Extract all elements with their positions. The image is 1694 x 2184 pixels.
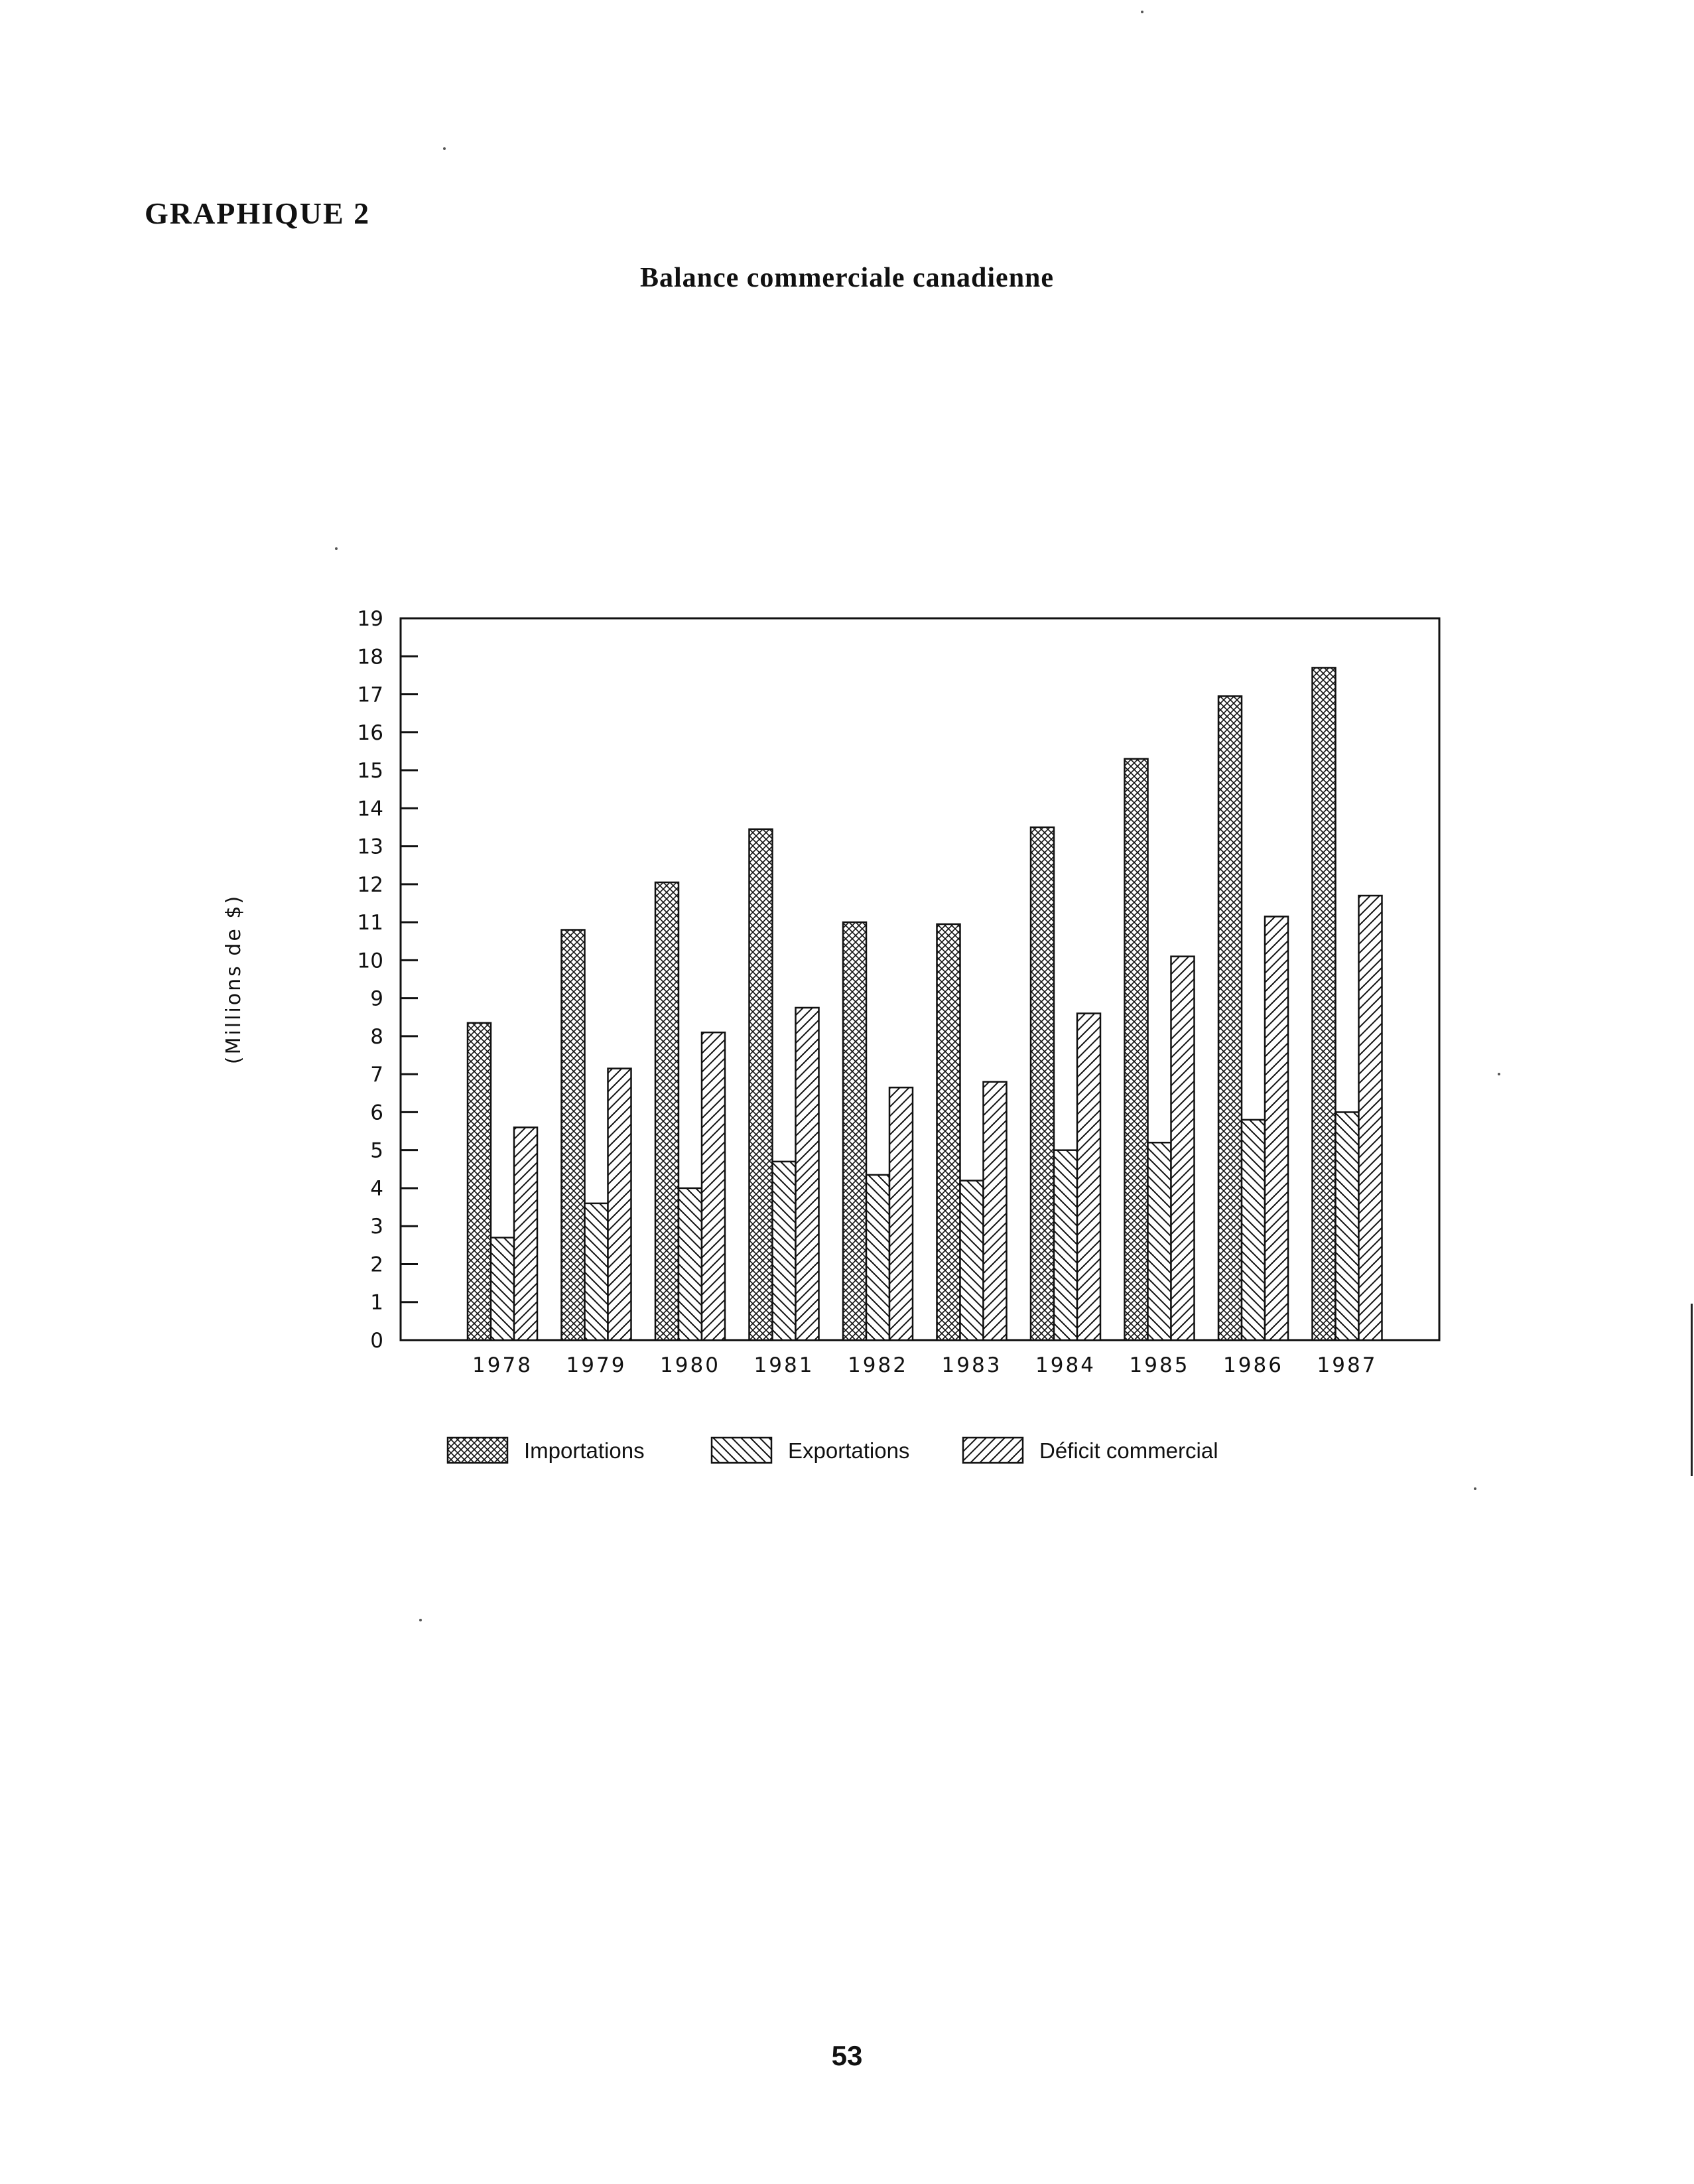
bar-forward-diagonal xyxy=(796,1008,819,1340)
scan-speck xyxy=(419,1619,422,1621)
y-tick-label: 1 xyxy=(370,1290,383,1315)
y-tick-label: 19 xyxy=(357,607,383,631)
y-tick-label: 4 xyxy=(370,1176,383,1201)
scan-speck xyxy=(1474,1487,1476,1490)
y-tick-label: 2 xyxy=(370,1253,383,1277)
bar-forward-diagonal xyxy=(1077,1014,1100,1340)
scan-speck xyxy=(443,147,446,150)
y-tick-label: 0 xyxy=(370,1329,383,1353)
y-tick-label: 9 xyxy=(370,987,383,1011)
y-tick-label: 18 xyxy=(357,645,383,669)
y-tick-label: 17 xyxy=(357,683,383,707)
x-tick-label: 1987 xyxy=(1317,1353,1378,1377)
bar-crosshatch xyxy=(937,924,960,1340)
x-tick-label: 1985 xyxy=(1129,1353,1190,1377)
scan-speck xyxy=(335,547,338,550)
bar-forward-diagonal xyxy=(1171,957,1195,1340)
bar-crosshatch xyxy=(562,930,585,1340)
legend-swatch xyxy=(712,1438,771,1463)
y-tick-label: 10 xyxy=(357,949,383,973)
legend-label: Importations xyxy=(524,1438,645,1463)
legend-swatch xyxy=(963,1438,1023,1463)
bar-forward-diagonal xyxy=(1359,896,1382,1340)
scan-speck xyxy=(1498,1073,1500,1075)
x-tick-label: 1982 xyxy=(848,1353,908,1377)
bar-back-diagonal xyxy=(1054,1150,1077,1340)
bar-back-diagonal xyxy=(960,1180,984,1340)
bar-crosshatch xyxy=(1031,827,1054,1340)
bar-back-diagonal xyxy=(866,1175,889,1340)
x-tick-label: 1983 xyxy=(941,1353,1002,1377)
bar-back-diagonal xyxy=(1242,1120,1265,1340)
bar-forward-diagonal xyxy=(984,1082,1007,1340)
bar-crosshatch xyxy=(749,829,773,1340)
y-tick-label: 15 xyxy=(357,759,383,784)
bar-crosshatch xyxy=(1125,759,1148,1340)
bar-back-diagonal xyxy=(679,1188,702,1340)
x-tick-label: 1979 xyxy=(566,1353,627,1377)
legend-label: Déficit commercial xyxy=(1039,1438,1218,1463)
y-tick-label: 14 xyxy=(357,797,383,821)
y-tick-label: 3 xyxy=(370,1215,383,1239)
y-tick-label: 8 xyxy=(370,1024,383,1049)
y-axis-ticks xyxy=(358,607,418,1353)
bar-back-diagonal xyxy=(1148,1142,1171,1340)
y-tick-label: 12 xyxy=(357,872,383,897)
y-axis-label: (Millions de $) xyxy=(222,894,245,1065)
x-tick-label: 1984 xyxy=(1035,1353,1096,1377)
figure-heading: GRAPHIQUE 2 xyxy=(145,196,371,230)
legend-swatch xyxy=(448,1438,507,1463)
bar-forward-diagonal xyxy=(889,1087,913,1340)
x-tick-label: 1981 xyxy=(753,1353,814,1377)
legend xyxy=(448,1438,1218,1463)
bar-back-diagonal xyxy=(773,1162,796,1340)
bar-series xyxy=(468,667,1382,1340)
legend-label: Exportations xyxy=(788,1438,910,1463)
bar-forward-diagonal xyxy=(514,1127,537,1340)
y-tick-label: 5 xyxy=(370,1138,383,1163)
bar-crosshatch xyxy=(468,1023,491,1340)
y-tick-label: 6 xyxy=(370,1101,383,1125)
y-tick-label: 7 xyxy=(370,1063,383,1087)
bar-back-diagonal xyxy=(1336,1112,1359,1340)
bar-back-diagonal xyxy=(585,1203,608,1340)
page-number: 53 xyxy=(831,2040,863,2071)
x-tick-label: 1978 xyxy=(472,1353,533,1377)
y-tick-label: 13 xyxy=(357,835,383,859)
y-tick-label: 11 xyxy=(357,911,383,935)
scan-speck xyxy=(1141,11,1143,13)
x-tick-label: 1986 xyxy=(1223,1353,1283,1377)
y-tick-label: 16 xyxy=(357,720,383,745)
bar-forward-diagonal xyxy=(1265,917,1288,1340)
chart-title: Balance commerciale canadienne xyxy=(639,263,1055,293)
bar-forward-diagonal xyxy=(702,1032,725,1340)
bar-forward-diagonal xyxy=(608,1069,631,1340)
bar-crosshatch xyxy=(1313,667,1336,1340)
bar-crosshatch xyxy=(1218,696,1242,1340)
bar-crosshatch xyxy=(843,922,866,1340)
x-axis-labels xyxy=(472,1353,1377,1377)
x-tick-label: 1980 xyxy=(660,1353,720,1377)
bar-back-diagonal xyxy=(491,1237,514,1340)
scan-edge-line xyxy=(1691,1304,1693,1476)
bar-crosshatch xyxy=(655,882,679,1340)
